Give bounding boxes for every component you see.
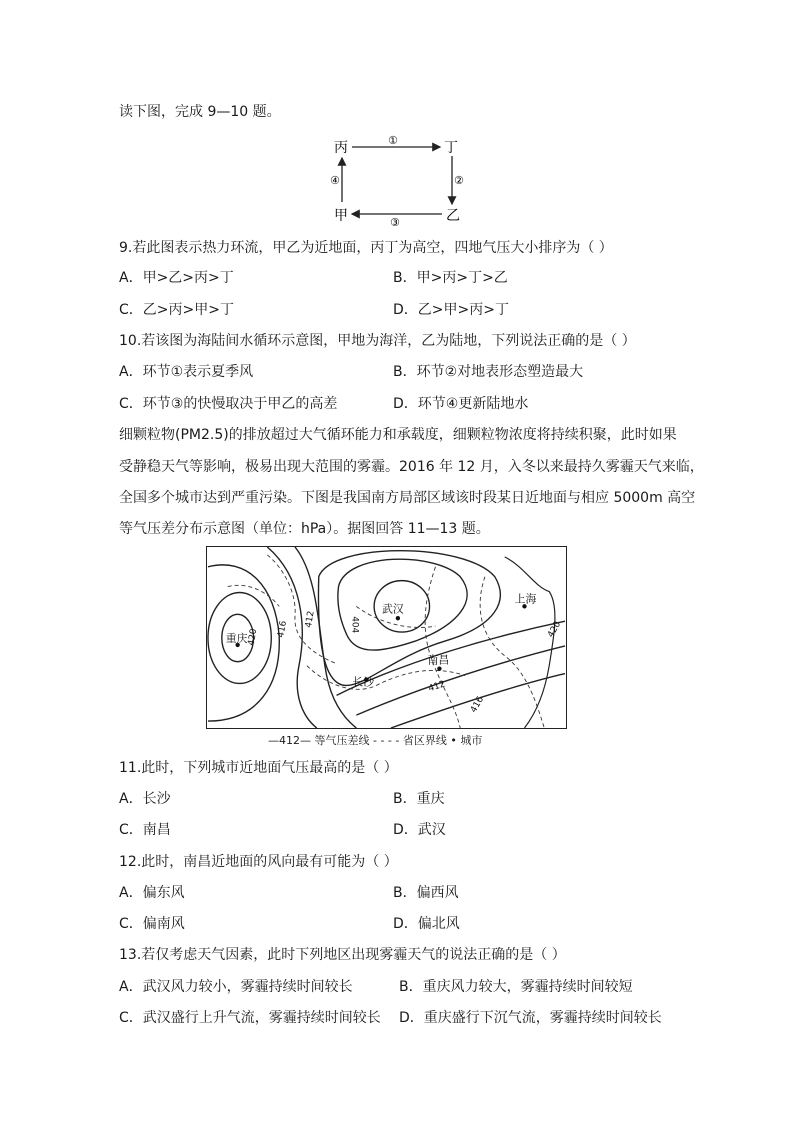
city-dot-wuhan <box>396 616 400 620</box>
q11-option-a[interactable]: A．长沙 <box>119 791 171 807</box>
label-n4: ④ <box>330 174 340 187</box>
passage-line-2: 受静稳天气等影响，极易出现大范围的雾霾。2016 年 12 月，入冬以来最持久雾霾天气来临， <box>119 459 704 475</box>
coastline <box>505 557 555 728</box>
q12-option-d[interactable]: D．偏北风 <box>393 916 460 932</box>
q11-option-b[interactable]: B．重庆 <box>393 791 445 807</box>
label-yi: 乙 <box>446 208 460 224</box>
q13-stem: 13.若仅考虑天气因素，此时下列地区出现雾霾天气的说法正确的是（ ） <box>119 947 566 963</box>
q13-option-c[interactable]: C．武汉盛行上升气流，雾霾持续时间较长 <box>119 1010 381 1026</box>
contour-label-4: 404 <box>349 616 360 634</box>
q10-option-d[interactable]: D．环节④更新陆地水 <box>393 396 529 412</box>
q12-stem: 12.此时，南昌近地面的风向最有可能为（ ） <box>119 854 398 870</box>
contour-label-3: 412 <box>303 610 317 629</box>
contour-label-2: 416 <box>276 620 290 639</box>
q12-option-c[interactable]: C．偏南风 <box>119 916 185 932</box>
circulation-diagram <box>330 134 465 226</box>
contour-label-6: 416 <box>468 694 487 715</box>
city-changsha: 长沙 <box>352 675 375 689</box>
q9-option-c[interactable]: C．乙>丙>甲>丁 <box>119 302 234 318</box>
q10-option-a[interactable]: A．环节①表示夏季风 <box>119 364 254 380</box>
passage-line-1: 细颗粒物(PM2.5)的排放超过大气循环能力和承载度，细颗粒物浓度将持续积聚，此时如果 <box>119 427 677 443</box>
q13-option-d[interactable]: D．重庆盛行下沉气流，雾霾持续时间较长 <box>399 1010 662 1026</box>
label-ding: 丁 <box>444 140 458 156</box>
intro-text: 读下图，完成 9—10 题。 <box>119 104 281 120</box>
label-n3: ③ <box>390 216 400 226</box>
q11-stem: 11.此时，下列城市近地面气压最高的是（ ） <box>119 760 398 776</box>
contour-label-7: 420 <box>546 619 564 640</box>
q10-stem: 10.若该图为海陆间水循环示意图，甲地为海洋，乙为陆地，下列说法正确的是（ ） <box>119 333 636 349</box>
city-nanchang: 南昌 <box>427 653 450 667</box>
label-jia: 甲 <box>334 208 348 224</box>
isobar-map <box>206 546 567 729</box>
city-chongqing: 重庆 <box>225 631 248 645</box>
label-n2: ② <box>454 174 464 187</box>
q9-stem: 9.若此图表示热力环流，甲乙为近地面，丙丁为高空，四地气压大小排序为（ ） <box>119 240 613 256</box>
label-bing: 丙 <box>334 140 348 156</box>
q9-option-d[interactable]: D．乙>甲>丙>丁 <box>393 302 509 318</box>
q9-option-b[interactable]: B．甲>丙>丁>乙 <box>393 270 508 286</box>
q11-option-c[interactable]: C．南昌 <box>119 822 171 838</box>
q10-option-c[interactable]: C．环节③的快慢取决于甲乙的高差 <box>119 396 338 412</box>
passage-line-3: 全国多个城市达到严重污染。下图是我国南方局部区域该时段某日近地面与相应 5000m 高空 <box>119 490 696 506</box>
contour-label-5: 412 <box>427 679 447 695</box>
q12-option-b[interactable]: B．偏西风 <box>393 885 459 901</box>
label-n1: ① <box>388 134 398 147</box>
q10-option-b[interactable]: B．环节②对地表形态塑造最大 <box>393 364 584 380</box>
city-wuhan: 武汉 <box>382 602 404 616</box>
q9-option-a[interactable]: A．甲>乙>丙>丁 <box>119 270 234 286</box>
q13-option-b[interactable]: B．重庆风力较大，雾霾持续时间较短 <box>399 979 633 995</box>
map-legend: —412— 等气压差线 - - - - 省区界线 • 城市 <box>268 734 483 747</box>
contour-412-left <box>295 547 356 728</box>
city-shanghai: 上海 <box>514 592 537 606</box>
contour-label-1: 420 <box>246 627 260 647</box>
city-dot-nanchang <box>437 666 441 670</box>
q12-option-a[interactable]: A．偏东风 <box>119 885 185 901</box>
q11-option-d[interactable]: D．武汉 <box>393 822 446 838</box>
passage-line-4: 等气压差分布示意图（单位：hPa）。据图回答 11—13 题。 <box>119 521 490 537</box>
province-boundary-4 <box>425 567 460 728</box>
q13-option-a[interactable]: A．武汉风力较小，雾霾持续时间较长 <box>119 979 353 995</box>
